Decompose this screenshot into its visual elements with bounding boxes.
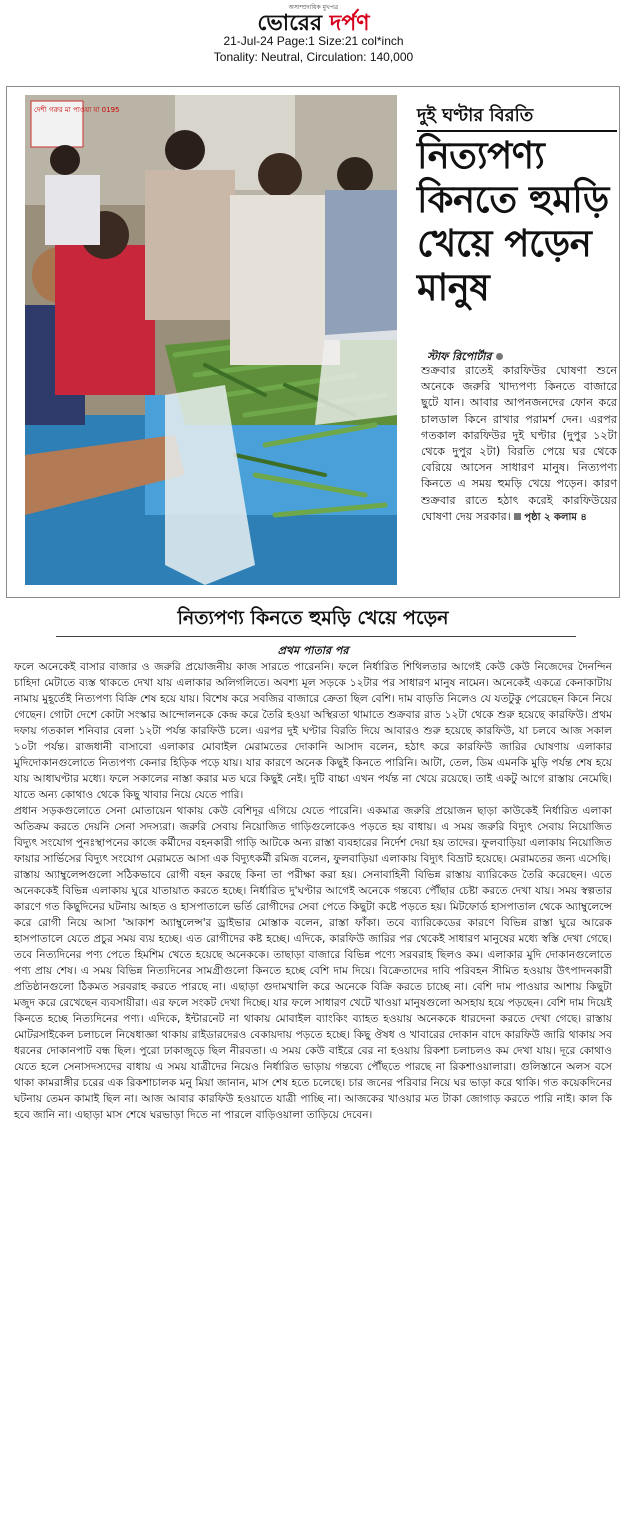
lead-text: শুক্রবার রাতেই কারফিউর ঘোষণা শুনে অনেকে জরুরি খাদ্যপণ্য কিনতে বাজারে ছুটে যান। আবার আপনজনদের ফোন করে চালডাল কিনে রাখার পরামর্শ দেন। এরপর গতকাল কারফিউর দুই ঘণ্টার (দুপুর ১২টা থেকে দুপুর ২টা) বিরতি পেয়ে ঘর থেকে বেরিয়ে আসেন সাধারণ মানুষ। নিত্যপণ্য কিনতে এ সময় হুমড়ি খেয়ে পড়েন। কারণ শুক্রবার রাতে হঠাৎ করেই কারফিউয়ের ঘোষণা দেয় সরকার। bbox=[421, 364, 617, 523]
front-page-article bbox=[6, 86, 620, 598]
kicker-divider bbox=[417, 130, 617, 132]
headline-line-3: খেয়ে পড়েন bbox=[417, 221, 592, 265]
jump-text: পৃষ্ঠা ২ কলাম ৪ bbox=[524, 511, 587, 523]
continuation-title: নিত্যপণ্য কিনতে হুমড়ি খেয়ে পড়েন bbox=[177, 607, 449, 629]
headline-line-4: মানুষ bbox=[417, 265, 490, 309]
masthead-tagline: অসাম্প্রদায়িক মুখপত্র bbox=[288, 4, 339, 11]
headline-line-1: নিত্যপণ্য bbox=[417, 133, 545, 177]
masthead-part1: ভোরের bbox=[257, 10, 323, 36]
masthead-part2: দর্পণ bbox=[322, 10, 370, 36]
continuation-divider bbox=[56, 636, 576, 637]
market-crowd-photo bbox=[25, 95, 397, 585]
body-paragraph: রাস্তায় অ্যাম্বুলেন্সগুলো সঠিকভাবে রোগী বহন করছে কিনা তা পরীক্ষা করা হয়। সেনাবাহিনী বিভিন্ন রাস্তায় ব্যারিকেড তৈরি করেছেন। এতে অনেককেই বিভিন্ন এলাকায় ঘুরে যাতায়াত করতে হচ্ছে। নির্ধারিত দু'ঘণ্টার আগেই অনেকে গন্তব্যে পৌঁছার চেষ্টা করতে দেখা যায়। সময় স্বল্পতার কারণে গত কিছুদিনের ঘটনায় আহত ও হাসপাতালে ভর্তি রোগীদের সেবা পেতে কিছুটা কষ্টে পড়তে হয়। মিটফোর্ড হাসপাতাল থেকে অ্যাম্বুলেন্সে করে রোগী নিয়ে আসা 'আকাশ অ্যাম্বুলেন্স'র ড্রাইভার মোস্তাক বলেন, রাস্তা ফাঁকা। তবে ব্যারিকেডের কারণে বিভিন্ন রাস্তা ঘুরে আরেক হাসপাতালে যেতে প্রচুর সময় ব্যয় হচ্ছে। এত রোগীদের কষ্ট হচ্ছে। এদিকে, কারফিউ জারির পর থেকেই সাধারণ মানুষের মধ্যে স্বস্তি দেখা গেছে। তবে নিত্যদিনের পণ্য পেতে হিমশিম খেতে হয়েছে অনেককে। তাছাড়া বাজারে বিভিন্ন পণ্যে সরবরাহ ছিলও কম। এলাকার মুদি দোকানগুলোতে পণ্য প্রায় শেষ। এ সময় বিভিন্ন নিত্যদিনের সামগ্রীগুলো কিনতে হচ্ছে বেশি দাম দিয়ে। বিক্রেতাদের দাবি পরিবহন সীমিত হওয়ায় উৎপাদনকারী প্রতিষ্ঠানগুলো ঠিকমত সরবরাহ করতে পারছে না। এছাড়া গুদামখালি করে অনেকে বিক্রি করতে চাচ্ছে না। বেশি দাম পাওয়ার আশায় কিছুটা মজুদ করে রেখেছেন ব্যবসায়ীরা। এর ফলে সংকট দেখা দিচ্ছে। যার ফলে সাধারণ খেটে খাওয়া মানুষগুলো অসহায় হয়ে পড়ছেন। বেশি দাম দিয়েই কিনতে হচ্ছে নিত্যদিনের পণ্য। এদিকে, ইন্টারনেট না থাকায় মোবাইল ব্যাংকিং ব্যাহত হওয়ায় অনেককে ধারদেনা করতে দেখা গেছে। রাস্তায় মোটরসাইকেল চলাচলে নিষেধাজ্ঞা থাকায় রাইডারদেরও বেকায়দায় পড়তে হচ্ছে। কিছু ঔষধ ও খাবারের দোকান বাদে কারফিউ জারি থাকায় সব ধরনের দোকানপাট বন্ধ ছিল। পুরো ঢাকাজুড়ে ছিল নীরবতা। এ সময় কেউ বাইরে বের না হওয়ায় রিকশা চলাচলও কম দেখা যায়। দূরে কোথাও যেতে হলে সেনাসদস্যদের বাধায় এ সময় যাত্রীদের নিয়েও নির্ধারিত ভাড়ায় গন্তব্যে পৌঁছতে পারছে না রিকশাওয়ালারা। গুলিস্তানে অলস বসে থাকা কামরাঙ্গীর চরের এক রিকশাচালক মনু মিয়া জানান, মাস শেষ হতে চলেছে। চার জনের পরিবার নিয়ে ঘর ভাড়া করে থাকি। গত কয়েকদিনের ঘটনায় তেমন কামাই ছিল না। আজ আবার কারফিউ হওয়াতে যাত্রী পাচ্ছি না। আজকের খাওয়ার মত টাকা জোগাড় করতে পারি নাই। কাল কি হবে জানি না। এছাড়া মাস শেষে ঘরভাড়া দিতে না পারলে বাড়িওয়ালা তাড়িয়ে দেবেন। bbox=[14, 869, 612, 1121]
body-paragraph: প্রধান সড়কগুলোতে সেনা মোতায়েন থাকায় কেউ বেশিদূর এগিয়ে যেতে পারেনি। একমাত্র জরুরি প্রয়োজন ছাড়া কাউকেই নির্ধারিত এলাকা অতিক্রম করতে দেয়নি সেনা সদস্যরা। জরুরি সেবায় নিয়োজিত গাড়িগুলোকেও পড়তে হয় বাধায়। এ সময় জরুরি বিদ্যুৎ সেবায় নিয়োজিত বিদ্যুৎ সংযোগ পুনঃস্থাপনের কাজে কর্মীদের বহনকারী গাড়ি আটকে অন্য রাস্তা ব্যবহারের নির্দেশ দেয়া হয় তাদের। ফুলবাড়িয়া এলাকায় নিয়োজিত ফায়ার সার্ভিসের বিদ্যুৎ সংযোগ মেরামতে আসা এক বিদ্যুৎকর্মী রমিজ বলেন, ফুলবাড়িয়া এলাকায় বিদ্যুৎ বিভ্রাট হয়েছে। মেরামতের জন্য এসেছি। bbox=[14, 805, 612, 865]
continuation-subtitle: প্রথম পাতার পর bbox=[277, 644, 349, 657]
byline-dot-icon bbox=[496, 353, 503, 360]
continuation-article bbox=[6, 602, 620, 1528]
continuation-body bbox=[14, 659, 612, 1123]
jump-square-icon bbox=[514, 513, 521, 520]
clipping-meta-tonality: Tonality: Neutral, Circulation: 140,000 bbox=[213, 50, 414, 64]
article-lead bbox=[421, 363, 617, 526]
article-photo bbox=[25, 95, 397, 585]
photo-sign-text: দেশী গরুর মা পাওয়া যা 0195 bbox=[34, 106, 120, 114]
clipping-header bbox=[0, 0, 627, 80]
article-kicker: দুই ঘণ্টার বিরতি bbox=[417, 105, 534, 126]
body-paragraph: ফলে অনেকেই বাসার বাজার ও জরুরি প্রয়োজনীয় কাজ সারতে পারেননি। ফলে নির্ধারিত শিথিলতার আগেই কেউ কেউ নিজেদের দৈনন্দিন চাহিদা মেটাতে ব্যস্ত থাকতে দেখা যায় এলাকার অলিগলিতে। অবশ্য মূল সড়কে ১২টার পর সাধারণ মানুষ নামেন। অনেকেই একত্রে কেনাকাটায় নামায় মুহূর্তেই নিত্যপণ্য বিক্রি শেষ হয়ে যায়। বিশেষ করে সবজির বাজারে ক্রেতা ছিল বেশি। দাম বাড়তি নিলেও যে যতটুকু পেরেছেন কিনে নিয়ে গেছেন। গোটা দেশে কোটা সংস্কার আন্দোলনকে কেন্দ্র করে তৈরি হওয়া অস্থিরতা থামাতে শুক্রবার রাত ১২টা থেকে শুরু হয়েছে কারফিউ। প্রথম দফায় গতকাল শনিবার বেলা ১২টা পর্যন্ত কারফিউ চলে। এরপর দুই ঘণ্টার বিরতি দিয়ে আবারও শুরু হয়েছে কারফিউ, যা চলবে আজ সকাল ১০টা পর্যন্ত। রাজধানী বাসাবো এলাকার মোবাইল মেরামতের দোকানি আসাদ বলেন, হঠাৎ করে কারফিউ জারির ঘোষণায় এলাকার মুদিদোকানগুলোতে নিত্যপণ্য কেনার হিড়িক পড়ে যায়। যার কারণে অনেক কিছুই কিনতে পারিনি। আটা, তেল, ডিম এমনকি মুড়ি পর্যন্ত শেষ হয়ে যায় আধাঘণ্টার মধ্যে। ফলে সকালের নাস্তা করার মত ঘরে কিছুই নেই। দুটি বাচ্চা এখন পর্যন্ত না খেয়ে রয়েছে। তাই একটু আগে রাস্তায় নেমেছি। যাতে অন্য কোথাও থেকে কিছু খাবার নিয়ে যেতে পারি। bbox=[14, 661, 612, 801]
article-headline bbox=[417, 133, 619, 309]
clipping-meta-date: 21-Jul-24 Page:1 Size:21 col*inch bbox=[223, 34, 404, 48]
byline-text: স্টাফ রিপোর্টার bbox=[427, 350, 492, 363]
headline-line-2: কিনতে হুমড়ি bbox=[417, 177, 609, 221]
jump-reference bbox=[514, 512, 587, 523]
